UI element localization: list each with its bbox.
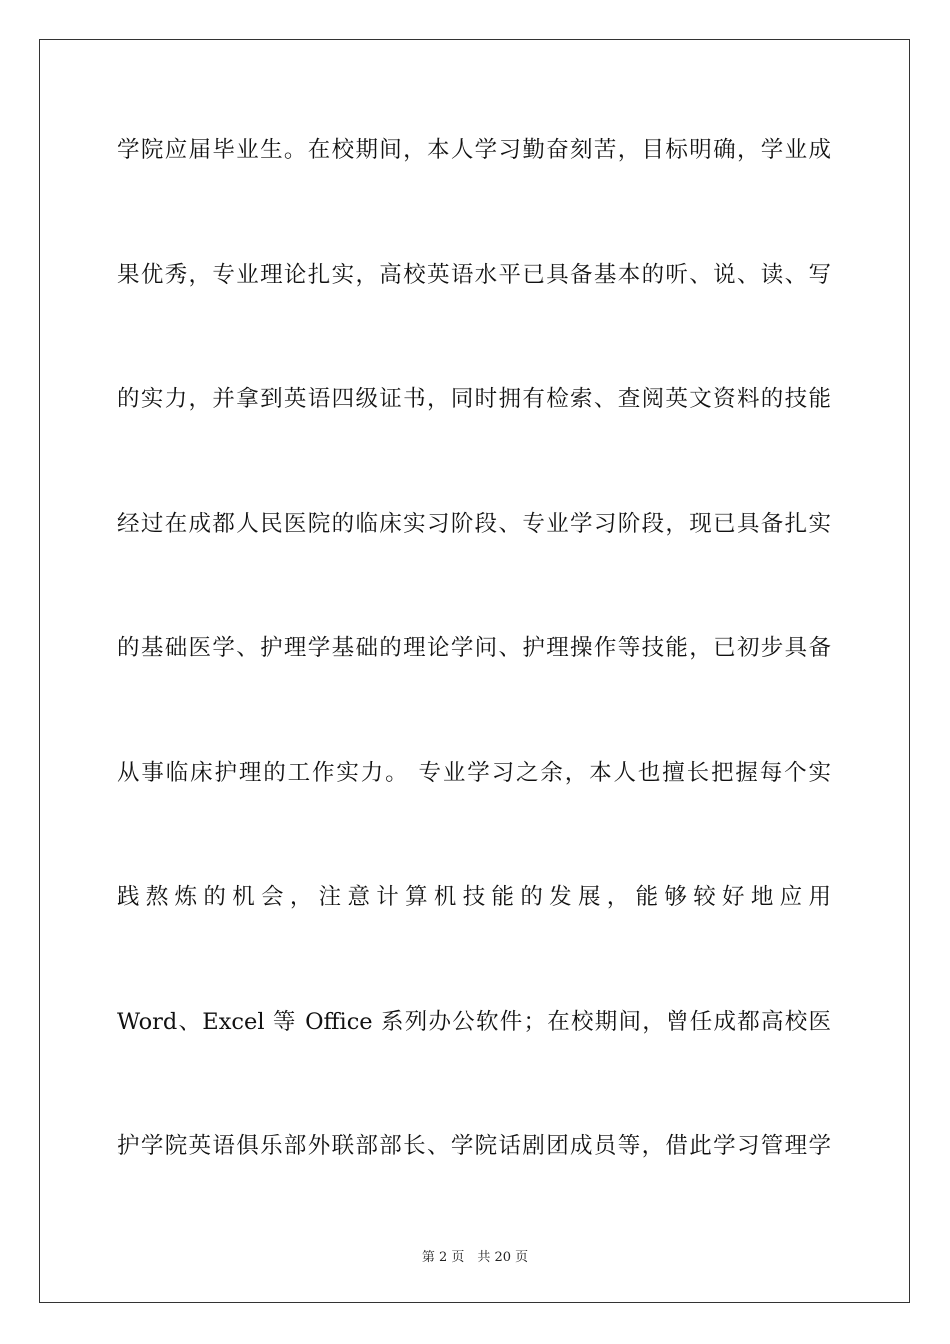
body-text-line-8: Word、Excel 等 Office 系列办公软件；在校期间，曾任成都高校医: [117, 1009, 831, 1035]
body-text-line-3: 的实力，并拿到英语四级证书，同时拥有检索、查阅英文资料的技能: [117, 386, 831, 412]
body-text-line-5: 的基础医学、护理学基础的理论学问、护理操作等技能，已初步具备: [117, 635, 831, 661]
body-text-line-7: 践熬炼的机会，注意计算机技能的发展，能够较好地应用: [117, 884, 831, 910]
body-text-line-2: 果优秀，专业理论扎实，高校英语水平已具备基本的听、说、读、写: [117, 262, 831, 288]
body-text-line-4: 经过在成都人民医院的临床实习阶段、专业学习阶段，现已具备扎实: [117, 511, 831, 537]
body-text-line-6: 从事临床护理的工作实力。 专业学习之余，本人也擅长把握每个实: [117, 760, 831, 786]
body-text-line-9: 护学院英语俱乐部外联部部长、学院话剧团成员等，借此学习管理学: [117, 1133, 831, 1159]
page-number-footer: 第 2 页 共 20 页: [421, 1250, 529, 1265]
page-border: [39, 39, 910, 1303]
body-text-line-1: 学院应届毕业生。在校期间，本人学习勤奋刻苦，目标明确，学业成: [117, 137, 831, 163]
